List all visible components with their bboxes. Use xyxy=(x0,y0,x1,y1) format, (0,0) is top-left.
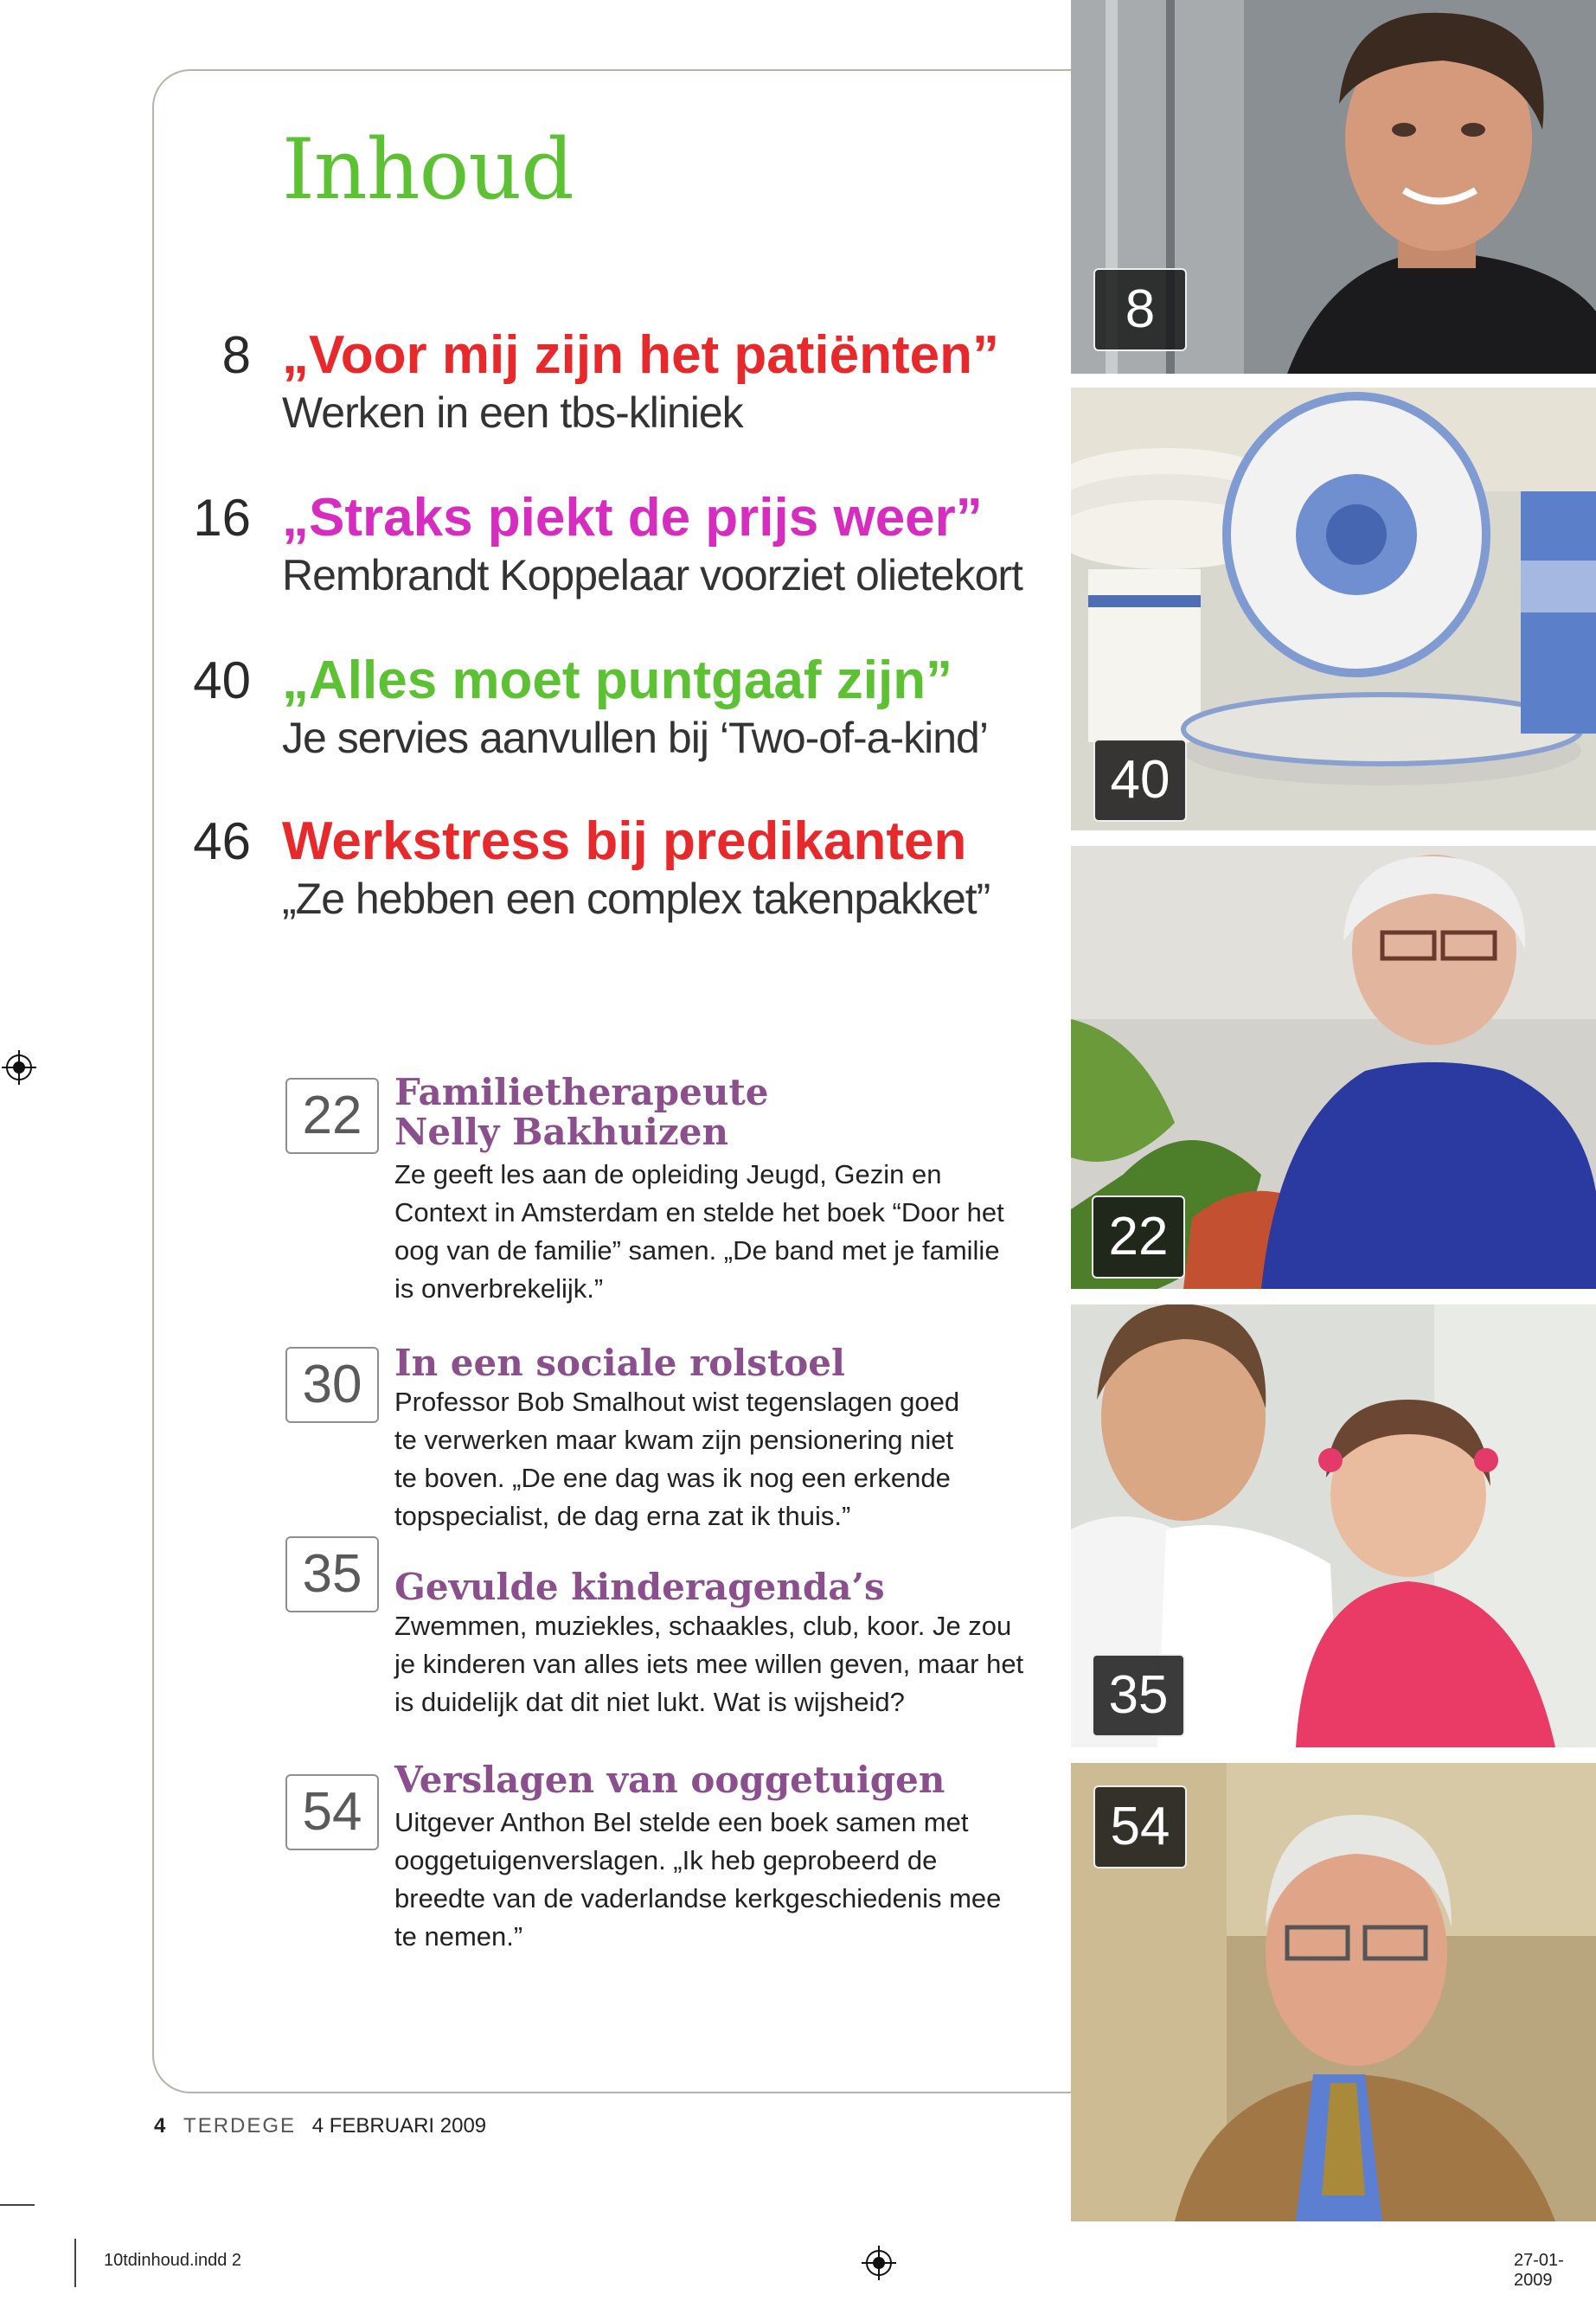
photo-page-badge: 8 xyxy=(1093,268,1187,351)
feature-item[interactable] xyxy=(0,324,1064,471)
photo-woman-portrait[interactable] xyxy=(1071,846,1596,1289)
article-body xyxy=(394,1804,1035,1956)
photo-dishes[interactable] xyxy=(1071,388,1596,830)
article-body-line: te verwerken maar kwam zijn pensionering niet xyxy=(394,1425,954,1455)
article-body-line: oog van de familie” samen. „De band met je familie xyxy=(394,1235,1000,1266)
registration-mark-icon xyxy=(862,2246,896,2280)
article-body xyxy=(394,1383,1035,1535)
feature-item[interactable] xyxy=(0,811,1064,958)
feature-page-number: 16 xyxy=(193,489,251,547)
article-body-line: Ze geeft les aan de opleiding Jeugd, Gezin en xyxy=(394,1159,942,1189)
article-body-line: breedte van de vaderlandse kerkgeschiedenis mee xyxy=(394,1883,1002,1913)
photo-man-portrait[interactable] xyxy=(1071,0,1596,374)
article-body xyxy=(394,1156,1035,1308)
feature-subtitle: Rembrandt Koppelaar voorziet olietekort xyxy=(282,551,1022,599)
feature-headline: „Straks piekt de prijs weer” xyxy=(282,488,983,548)
article-page-number: 35 xyxy=(285,1536,379,1612)
article-body-line: te nemen.” xyxy=(394,1921,523,1952)
photo-older-man[interactable] xyxy=(1071,1763,1596,2221)
page-title: Inhoud xyxy=(282,121,574,218)
photo-mother-child[interactable] xyxy=(1071,1304,1596,1747)
footer-date: 4 FEBRUARI 2009 xyxy=(311,2114,487,2138)
feature-page-number: 46 xyxy=(193,812,251,870)
photo-page-badge: 35 xyxy=(1092,1654,1185,1737)
article-title: In een sociale rolstoel xyxy=(394,1342,845,1384)
article-body xyxy=(394,1607,1035,1721)
article-body-line: is duidelijk dat dit niet lukt. Wat is wijsheid? xyxy=(394,1687,905,1717)
feature-subtitle: „Ze hebben een complex takenpakket” xyxy=(282,875,990,923)
registration-mark-icon xyxy=(2,1050,36,1085)
article-body-line: ooggetuigenverslagen. „Ik heb geprobeerd de xyxy=(394,1845,938,1875)
feature-page-number: 8 xyxy=(221,326,251,384)
slug-filename: 10tdinhoud.indd 2 xyxy=(104,2251,242,2270)
article-title-line: Familietherapeute xyxy=(394,1071,769,1113)
article-page-number: 30 xyxy=(285,1347,379,1423)
crop-mark xyxy=(74,2239,76,2287)
feature-headline: „Voor mij zijn het patiënten” xyxy=(282,325,1000,385)
article-body-line: te boven. „De ene dag was ik nog een erkende xyxy=(394,1463,951,1493)
feature-subtitle: Je servies aanvullen bij ‘Two-of-a-kind’ xyxy=(282,714,988,762)
page-footer xyxy=(154,2114,486,2138)
article-title-line: Nelly Bakhuizen xyxy=(394,1111,728,1153)
article-body-line: topspecialist, de dag erna zat ik thuis.” xyxy=(394,1501,851,1531)
slug-date: 27-01-2009 xyxy=(1514,2251,1564,2290)
feature-item[interactable] xyxy=(0,650,1064,797)
article-title: Verslagen van ooggetuigen xyxy=(394,1759,945,1801)
crop-mark xyxy=(0,2204,35,2206)
footer-page-number: 4 xyxy=(154,2114,166,2138)
article-body-line: Professor Bob Smalhout wist tegenslagen goed xyxy=(394,1387,960,1417)
photo-page-badge: 40 xyxy=(1093,739,1187,822)
feature-item[interactable] xyxy=(0,487,1064,634)
photo-page-badge: 54 xyxy=(1093,1785,1187,1868)
feature-headline: „Alles moet puntgaaf zijn” xyxy=(282,651,953,710)
article-body-line: Zwemmen, muziekles, schaakles, club, koor. Je zou xyxy=(394,1611,1012,1641)
feature-headline: Werkstress bij predikanten xyxy=(282,811,967,871)
article-title xyxy=(394,1073,1035,1152)
feature-subtitle: Werken in een tbs-kliniek xyxy=(282,388,743,437)
article-title: Gevulde kinderagenda’s xyxy=(394,1566,885,1608)
article-body-line: je kinderen van alles iets mee willen geven, maar het xyxy=(394,1649,1024,1679)
article-body-line: Uitgever Anthon Bel stelde een boek samen met xyxy=(394,1807,969,1837)
article-page-number: 22 xyxy=(285,1078,379,1154)
photo-page-badge: 22 xyxy=(1092,1195,1185,1279)
article-page-number: 54 xyxy=(285,1774,379,1850)
feature-page-number: 40 xyxy=(193,651,251,709)
article-body-line: Context in Amsterdam en stelde het boek “Door het xyxy=(394,1197,1004,1227)
article-body-line: is onverbrekelijk.” xyxy=(394,1273,604,1304)
footer-magazine-name: TERDEGE xyxy=(183,2114,297,2138)
